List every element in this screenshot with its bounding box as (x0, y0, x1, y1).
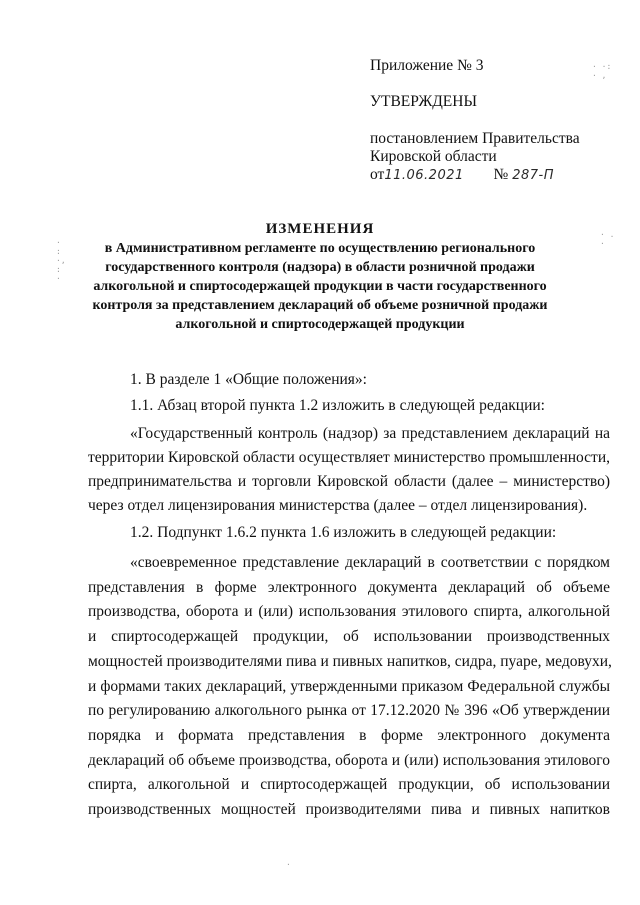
scan-noise: · . · (600, 230, 615, 248)
quote-2-line: производства, оборота и (или) использования этилового спирта, алкогольной (88, 603, 610, 621)
quote-2 (88, 551, 610, 823)
quote-2-line: и спиртосодержащей продукции, об использовании производственных (88, 628, 610, 646)
date-prefix: от (370, 166, 385, 183)
scan-noise: · (286, 860, 291, 869)
number-prefix: № (493, 166, 509, 183)
title-line: государственного контроля (надзора) в области розничной продажи (105, 260, 535, 275)
appendix-label: Приложение № 3 (370, 57, 484, 74)
handwritten-number: 287-П (512, 168, 554, 183)
quote-2-line: производственных мощностей производителями пива и пивных напитков (88, 801, 610, 819)
handwritten-date: 11.06.2021 (384, 168, 464, 183)
title-main: ИЗМЕНЕНИЯ (265, 221, 375, 237)
scan-noise: · ·: · , (592, 62, 612, 80)
quote-2-line: представления в форме электронного документа деклараций об объеме (88, 578, 610, 596)
quote-1-line: территории Кировской области осуществляет министерство промышленности, (88, 449, 610, 466)
document-title (90, 220, 550, 334)
title-line: алкогольной и спиртосодержащей продукции (175, 317, 465, 332)
title-line: алкогольной и спиртосодержащей продукции в части государственного (93, 279, 547, 294)
quote-2-line: «своевременное представление деклараций в соответствии с порядком (130, 554, 610, 571)
item-1-2: 1.2. Подпункт 1.6.2 пункта 1.6 изложить в следующей редакции: (130, 524, 557, 541)
quote-2-line: по регулированию алкогольного рынка от 17.12.2020 № 396 «Об утверждении (88, 702, 610, 720)
decree-line-2: Кировской области (370, 148, 497, 165)
quote-1-line: «Государственный контроль (надзор) за представлением деклараций на (130, 425, 610, 442)
item-1: 1. В разделе 1 «Общие положения»: (130, 371, 367, 388)
title-line: в Административном регламенте по осуществлению регионального (104, 241, 536, 256)
quote-2-line: мощностей производителями пива и пивных напитков, сидра, пуаре, медовухи, (88, 652, 612, 670)
quote-2-line: порядка и формата представления в форме электронного документа (88, 726, 610, 744)
quote-1-line: предпринимательства и торговли Кировской области (далее – министерство) (88, 473, 610, 490)
quote-2-line: деклараций об объеме производства, оборота и (или) использования этилового (88, 751, 610, 769)
quote-2-line: спирта, алкогольной и спиртосодержащей продукции, об использовании (88, 776, 610, 794)
decree-line-1: постановлением Правительства (370, 130, 580, 147)
decree-date-line (370, 166, 554, 185)
title-line: контроля за представлением деклараций об объеме розничной продажи (92, 298, 548, 313)
quote-1 (88, 422, 610, 518)
quote-2-line: и формами таких деклараций, утвержденными приказом Федеральной службы (88, 677, 610, 695)
item-1-1: 1.1. Абзац второй пункта 1.2 изложить в следующей редакции: (130, 397, 545, 414)
approved-label: УТВЕРЖДЕНЫ (370, 93, 477, 110)
quote-1-line: через отдел лицензирования министерства (далее – отдел лицензирования). (88, 497, 588, 514)
scan-noise: · : ·, : · (56, 238, 66, 283)
